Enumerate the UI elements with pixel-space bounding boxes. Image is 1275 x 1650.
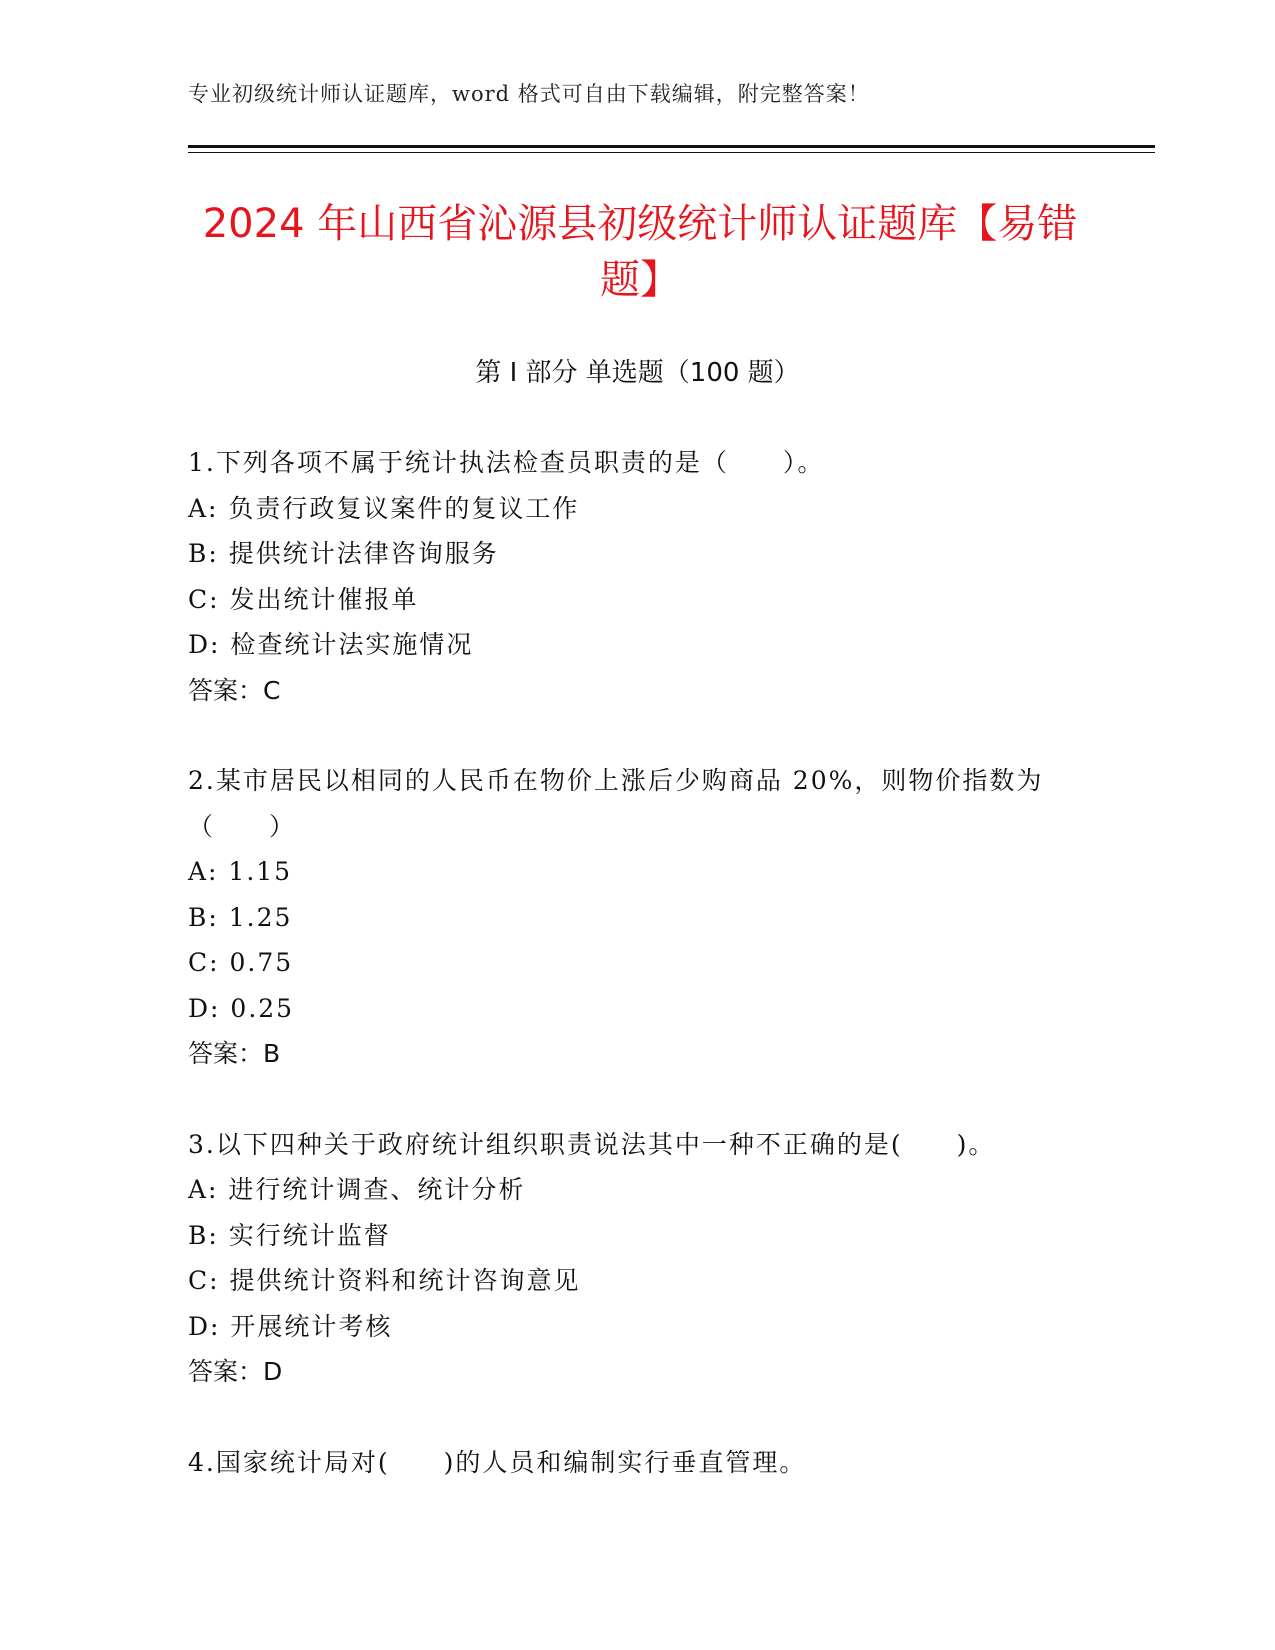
question-stem: 4.国家统计局对( )的人员和编制实行垂直管理。 <box>188 1447 807 1477</box>
option-b: B: 实行统计监督 <box>188 1220 391 1250</box>
question-stem: 3.以下四种关于政府统计组织职责说法其中一种不正确的是( )。 <box>188 1129 996 1159</box>
answer: 答案：D <box>188 1357 283 1386</box>
question-2 <box>188 758 1088 1077</box>
answer: 答案：B <box>188 1039 281 1068</box>
document-title: 2024 年山西省沁源县初级统计师认证题库【易错题】 <box>202 201 1078 303</box>
header-rule <box>188 145 1155 148</box>
header-note: 专业初级统计师认证题库，word 格式可自由下载编辑，附完整答案！ <box>188 82 870 106</box>
option-a: A: 进行统计调查、统计分析 <box>188 1175 526 1204</box>
option-b: B: 提供统计法律咨询服务 <box>188 539 499 568</box>
question-stem: 2.某市居民以相同的人民币在物价上涨后少购商品 20%，则物价指数为（ ） <box>188 766 1044 841</box>
option-a: A: 负责行政复议案件的复议工作 <box>188 493 580 523</box>
header-rule-thin <box>188 152 1155 153</box>
option-b: B: 1.25 <box>188 902 293 932</box>
question-3 <box>188 1122 1088 1395</box>
option-d: D: 检查统计法实施情况 <box>188 630 474 659</box>
spacer <box>188 1395 1088 1440</box>
section-heading: 第 I 部分 单选题（100 题） <box>475 358 800 388</box>
option-d: D: 0.25 <box>188 993 295 1023</box>
option-c: C: 0.75 <box>188 948 294 977</box>
spacer <box>188 713 1088 758</box>
spacer <box>188 1077 1088 1122</box>
option-c: C: 发出统计催报单 <box>188 584 419 614</box>
question-4 <box>188 1440 1088 1486</box>
option-a: A: 1.15 <box>188 857 293 886</box>
answer: 答案：C <box>188 675 281 705</box>
question-stem: 1.下列各项不属于统计执法检查员职责的是（ ）。 <box>188 448 825 477</box>
option-d: D: 开展统计考核 <box>188 1311 393 1341</box>
question-list <box>188 440 1088 1485</box>
question-1 <box>188 440 1088 713</box>
option-c: C: 提供统计资料和统计咨询意见 <box>188 1266 581 1295</box>
